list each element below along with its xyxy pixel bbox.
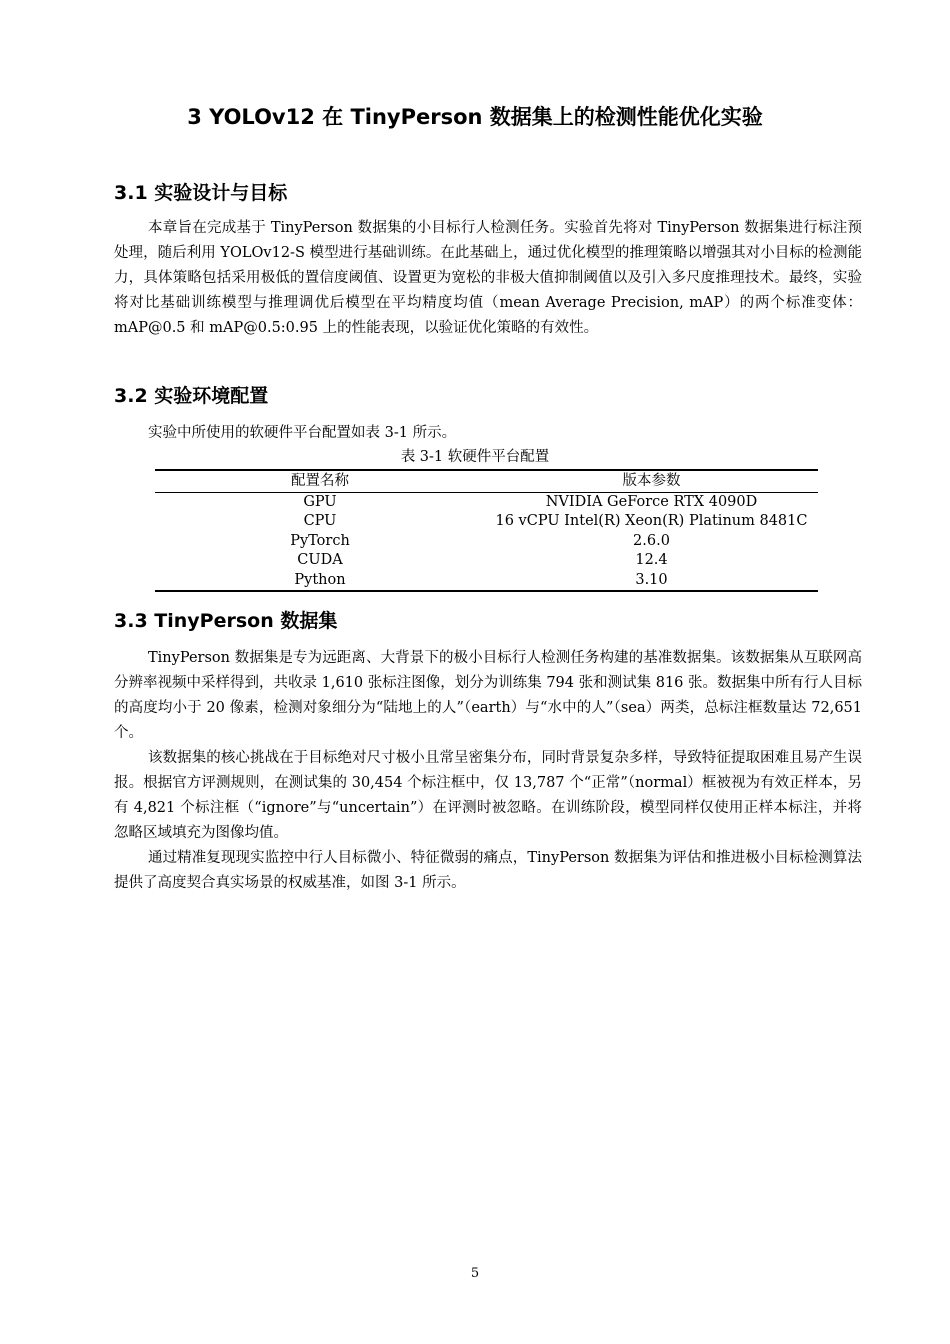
table-cell: CPU	[303, 513, 337, 529]
section-3-1-paragraph: 本章旨在完成基于 TinyPerson 数据集的小目标行人检测任务。实验首先将对 TinyPerson 数据集进行标注预处理，随后利用 YOLOv12-S 模型进行基础训练。在此基础上，通过优化模型的推理策略以增强其对小目标的检测能力，具体策略包括采用极低的置信度阈值、设置更为宽松的非极大值抑制阈值以及引入多尺度推理技术。最终，实验将对比基础训练模型与推理调优后模型在平均精度均值（mean Average Precision, mAP）的两个标准变体：mAP@0.5 和 mAP@0.5:0.95 上的性能表现，以验证优化策略的有效性。	[114, 220, 862, 336]
table-cell: 12.4	[635, 552, 668, 568]
section-heading-3-3: 3.3 TinyPerson 数据集	[114, 610, 338, 632]
table-cell: 16 vCPU Intel(R) Xeon(R) Platinum 8481C	[495, 513, 808, 529]
table-cell: NVIDIA GeForce RTX 4090D	[545, 493, 758, 510]
table-row	[155, 512, 818, 532]
table-cell: Python	[155, 571, 485, 592]
table-row	[155, 571, 818, 592]
table-cell: 2.6.0	[633, 532, 670, 549]
section-3-3-paragraph-1: TinyPerson 数据集是专为远距离、大背景下的极小目标行人检测任务构建的基准数据集。该数据集从互联网高分辨率视频中采样得到，共收录 1,610 张标注图像，划分为训练集 794 张和测试集 816 张。数据集中所有行人目标的高度均小于 20 像素，检测对象细分为“陆地上的人”（earth）与“水中的人”（sea）两类，总标注框数量达 72,651 个。	[114, 650, 863, 741]
section-heading-3-2: 3.2 实验环境配置	[114, 385, 269, 407]
page-number: 5	[470, 1266, 480, 1281]
section-heading-3-1: 3.1 实验设计与目标	[114, 182, 288, 204]
table-row	[155, 532, 818, 552]
section-3-3-paragraph-2: 该数据集的核心挑战在于目标绝对尺寸极小且常呈密集分布，同时背景复杂多样，导致特征提取困难且易产生误报。根据官方评测规则，在测试集的 30,454 个标注框中，仅 13,787 个“正常”（normal）框被视为有效正样本，另有 4,821 个标注框（“ignore”与“uncertain”）在评测时被忽略。在训练阶段，模型同样仅使用正样本标注，并将忽略区域填充为图像均值。	[114, 750, 862, 841]
section-3-3-paragraph-3: 通过精准复现现实监控中行人目标微小、特征微弱的痛点，TinyPerson 数据集为评估和推进极小目标检测算法提供了高度契合真实场景的权威基准，如图 3-1 所示。	[114, 850, 862, 891]
table-header-config-name: 配置名称	[155, 470, 485, 492]
table-header-version: 版本参数	[485, 470, 818, 492]
section-3-2-paragraph: 实验中所使用的软硬件平台配置如表 3-1 所示。	[148, 425, 457, 441]
table-cell: CUDA	[297, 552, 343, 568]
config-table	[155, 469, 818, 592]
table-row	[155, 492, 818, 512]
chapter-title: 3 YOLOv12 在 TinyPerson 数据集上的检测性能优化实验	[187, 105, 763, 129]
table-cell: 3.10	[485, 571, 818, 592]
table-cell: GPU	[303, 493, 337, 510]
table-caption: 表 3-1 软硬件平台配置	[400, 449, 550, 465]
table-header-row	[155, 470, 818, 492]
table-row	[155, 551, 818, 571]
table-cell: PyTorch	[290, 532, 350, 549]
